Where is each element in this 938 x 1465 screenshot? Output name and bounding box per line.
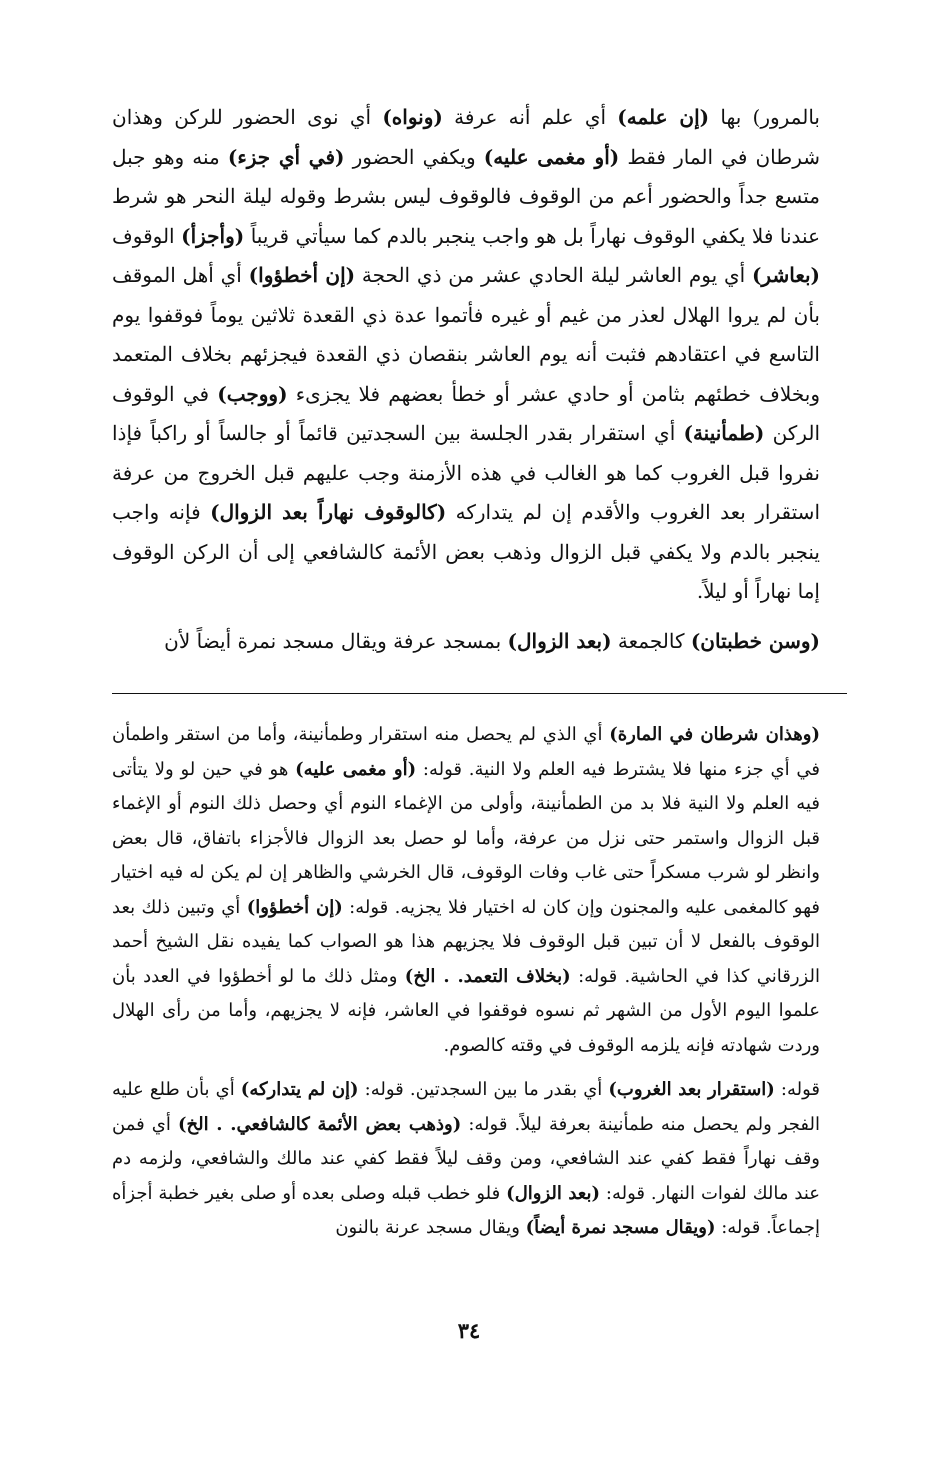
text-run: فلو خطب قبله وصلى بعده أو صلى بغير خطبة أجزأه إجماعاً. قوله: xyxy=(112,1182,820,1238)
bold-term: (ونواه) xyxy=(382,105,443,129)
bold-term: (ووجب) xyxy=(217,381,288,406)
bold-term: (بعد الزوال) xyxy=(507,628,612,653)
text-run: الوقوف xyxy=(112,223,182,248)
bold-term: (أو مغمى عليه) xyxy=(483,144,620,169)
text-run: أي أهل الموقف بأن لم يروا الهلال لعذر من غيم أو غيره فأتموا عدة ذي القعدة ثلاثين يوماً فوقفوا يوم التاسع في اعتقادهم فثبت أنه يوم العاشر بنقصان ذي القعدة فيجزئهم بخلاف المتعمد وبخلاف خطئهم بثامن أو حادي عشر أو خطأ بعضهم فلا يجزىء xyxy=(112,263,820,406)
page-number: ٣٤ xyxy=(457,1318,481,1343)
bold-term: (ويقال مسجد نمرة أيضاً) xyxy=(525,1217,716,1238)
bold-term: (وهذان شرطان في المارة) xyxy=(609,724,820,745)
text-run: هو في حين لو ولا يتأتى فيه العلم ولا النية فلا بد من الطمأنينة، وأولى من الإغماء النوم أي وحصل ذلك النوم أو الإغماء قبل الزوال واستمر حتى نزل من عرفة، وأما لو حصل بعد الزوال فالأجزاء باتفاق، قال بعض وانظر لو شرب مسكراً حتى غاب وفات الوقوف، قال الخرشي والظاهر إن لم يكن له فيه اختيار فهو كالمغمى عليه والمجنون وإن كان له اختيار فلا يجزيه. قوله: xyxy=(112,758,821,918)
bold-term: (في أي جزء) xyxy=(227,144,345,169)
bold-term: (طمأنينة) xyxy=(683,421,765,445)
bold-term: (إن أخطؤوا) xyxy=(246,896,343,918)
text-run: فإنه واجب ينجبر بالدم ولا يكفي قبل الزوال وذهب بعض الأئمة كالشافعي إلى أن الركن الوقوف إما نهاراً أو ليلاً. xyxy=(112,500,820,603)
text-run: أي الذي لم يحصل منه استقرار وطمأنينة، وأما من استقر واطمأن في أي جزء منها فلا يشترط فيه العلم ولا النية. قوله: xyxy=(112,724,820,780)
text-run: أي نوى الحضور للركن وهذان شرطان في المار فقط xyxy=(112,105,820,169)
text-run: ويكفي الحضور xyxy=(344,144,484,169)
bold-term: (إن أخطؤوا) xyxy=(248,263,356,287)
text-run: منه وهو جبل متسع جداً والحضور أعم من الوقوف فالوقوف ليس بشرط وقوله ليلة النحر هو شرط عندنا فلا يكفي الوقوف نهاراً بل هو واجب ينجبر بالدم كما سيأتي قريباً xyxy=(112,144,821,248)
text-run: قوله: xyxy=(774,1079,820,1100)
footnote-separator xyxy=(112,693,847,694)
commentary-text xyxy=(112,718,820,1246)
main-paragraph-1 xyxy=(112,98,820,612)
text-run: كالجمعة xyxy=(611,628,691,653)
text-run: بالمرور) بها xyxy=(709,105,820,129)
bold-term: (إن لم يتداركه) xyxy=(240,1079,359,1100)
bold-term: (بعاشر) xyxy=(751,263,820,287)
text-run: أي فمن وقف نهاراً فقط كفي عند الشافعي، ومن وقف ليلاً فقط كفي عند مالك والشافعي، ولزمه دم عند مالك لفوات النهار. قوله: xyxy=(112,1113,821,1204)
bold-term: (وأجزأ) xyxy=(181,223,245,248)
text-run: في الوقوف الركن xyxy=(112,381,820,445)
commentary-paragraph-1 xyxy=(112,718,820,1063)
bold-term: (وذهب بعض الأئمة كالشافعي. . الخ) xyxy=(178,1113,462,1135)
bold-term: (كالوقوف نهاراً بعد الزوال) xyxy=(210,500,447,524)
bold-term: (استقرار بعد الغروب) xyxy=(608,1079,775,1100)
text-run: أي بأن طلع عليه الفجر ولم يحصل منه طمأنينة بعرفة ليلاً. قوله: xyxy=(112,1079,821,1135)
text-run: أي علم أنه عرفة xyxy=(442,105,618,129)
text-run: أي استقرار بقدر الجلسة بين السجدتين قائماً أو جالساً أو راكباً فإذا نفروا قبل الغروب كما هو الغالب في هذه الأزمنة وجب عليهم قبل الخروج من عرفة استقرار بعد الغروب والأقدم إن لم يتداركه xyxy=(112,421,820,524)
main-text xyxy=(112,98,820,661)
bold-term: (بعد الزوال) xyxy=(506,1182,600,1204)
text-run: أي وتبين ذلك بعد الوقوف بالفعل لا أن تبين قبل الوقوف فلا يجزيهم هذا هو الصواب كما يفيده نقل الشيخ أحمد الزرقاني كذا في الحاشية. قوله: xyxy=(112,896,820,987)
commentary-paragraph-2 xyxy=(112,1073,820,1246)
bold-term: (وسن خطبتان) xyxy=(690,628,820,653)
main-paragraph-2 xyxy=(112,622,820,662)
footnote-separator-wrap xyxy=(112,693,820,694)
text-run: ومثل ذلك ما لو أخطؤوا في العدد بأن علموا اليوم الأول من الشهر ثم نسوه فوقفوا في العاشر، فإنه لا يجزيهم، وأما من رأى الهلال وردت شهادته فإنه يلزمه الوقوف في وقته كالصوم. xyxy=(112,965,820,1056)
text-run: أي يوم العاشر ليلة الحادي عشر من ذي الحجة xyxy=(355,263,752,287)
bold-term: (أو مغمى عليه) xyxy=(295,758,417,780)
text-run: بمسجد عرفة ويقال مسجد نمرة أيضاً لأن xyxy=(164,628,508,653)
text-run: أي بقدر ما بين السجدتين. قوله: xyxy=(358,1079,609,1100)
bold-term: (بخلاف التعمد. . الخ) xyxy=(404,965,571,987)
text-run: ويقال مسجد عرنة بالنون xyxy=(335,1217,526,1238)
bold-term: (إن علمه) xyxy=(617,105,710,129)
